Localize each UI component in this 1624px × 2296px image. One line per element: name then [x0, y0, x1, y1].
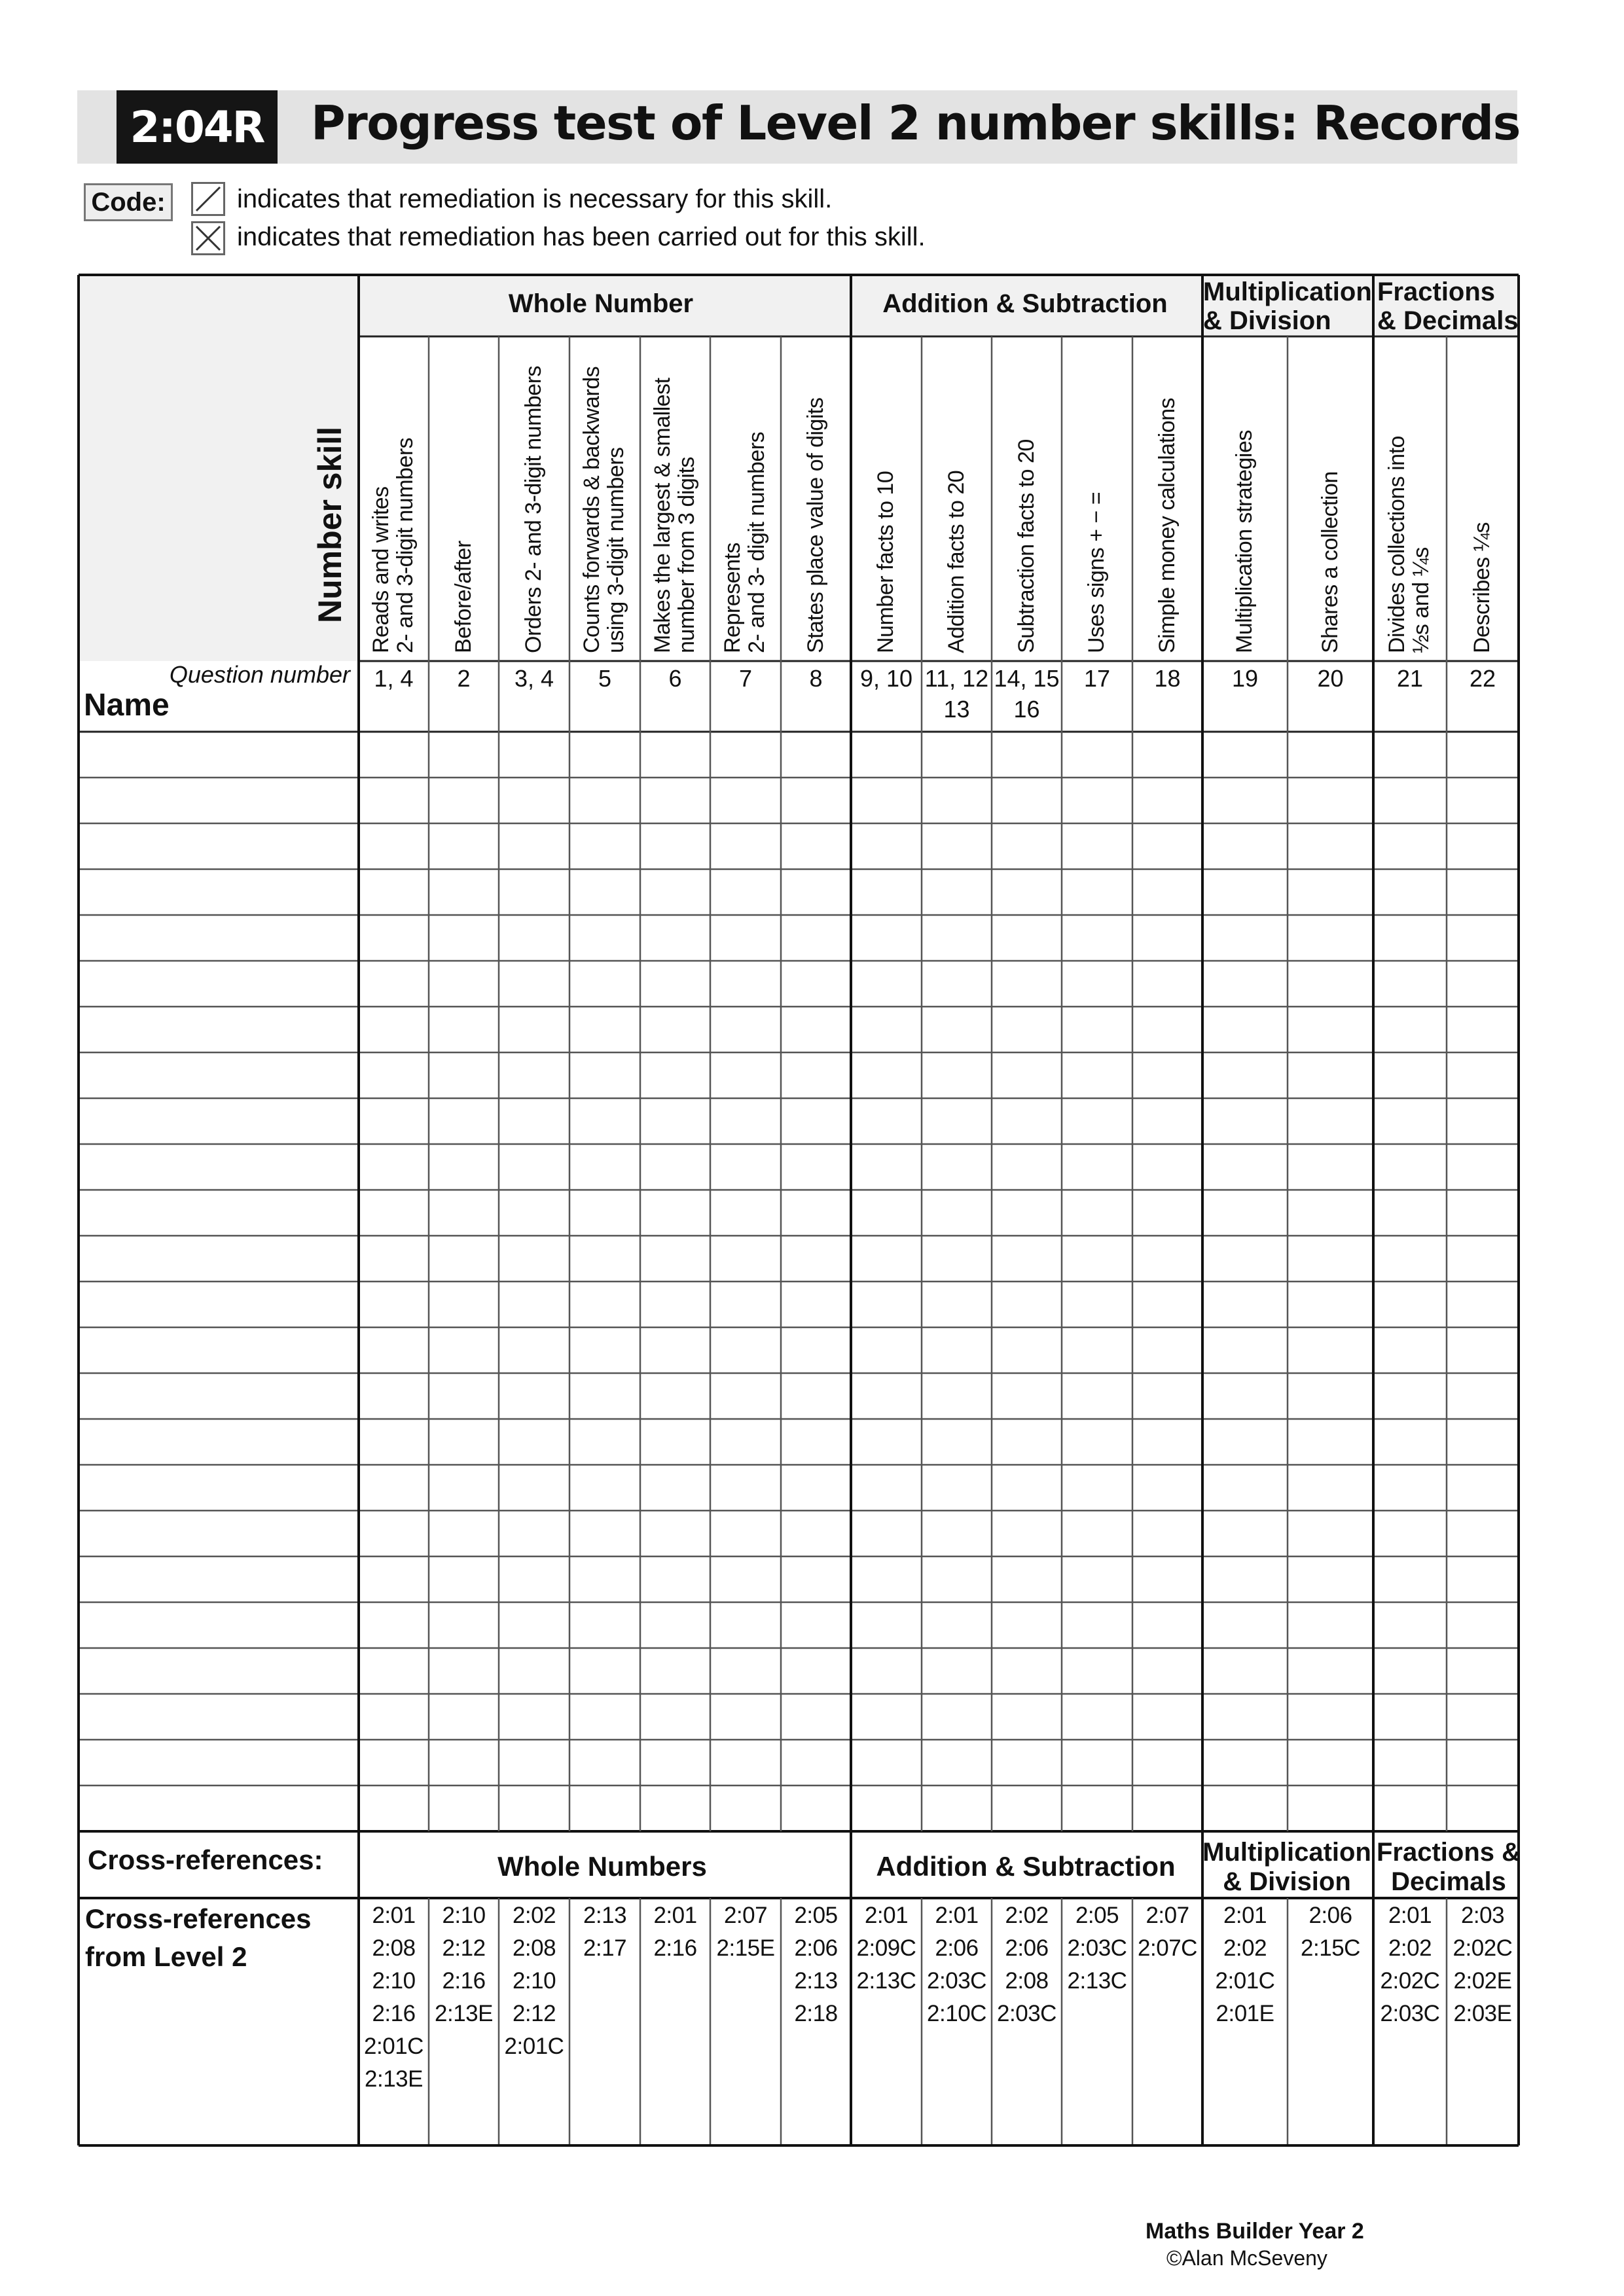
- skill-header-line-1: Subtraction facts to 20: [1013, 439, 1039, 653]
- crossref-value: 2:13: [583, 1903, 627, 1928]
- skill-header-line-1: Shares a collection: [1317, 471, 1343, 653]
- name-column-label: Name: [84, 688, 170, 723]
- crossref-value: 2:16: [442, 1968, 486, 1994]
- skill-header-line-1: Number facts to 10: [873, 471, 898, 653]
- crossref-value: 2:03C: [997, 2001, 1056, 2026]
- crossref-value: 2:02: [1223, 1935, 1267, 1961]
- footer-book-title: Maths Builder Year 2: [1146, 2219, 1364, 2244]
- skill-header-15: [1385, 436, 1434, 653]
- crossref-cell: [1202, 1899, 1288, 2030]
- group-addsub: Addition & Subtraction: [882, 289, 1168, 318]
- crossref-value: 2:03C: [1067, 1935, 1127, 1961]
- crossref-value: 2:06: [1308, 1903, 1352, 1928]
- crossref-value: 2:10: [442, 1903, 486, 1928]
- cross-box-icon: [191, 221, 225, 255]
- crossref-value: 2:15C: [1301, 1935, 1360, 1961]
- skill-header-6: [721, 432, 770, 653]
- crossref-value: 2:05: [794, 1903, 838, 1928]
- skill-header-line-1: Describes ¼s: [1470, 522, 1494, 653]
- crossref-value: 2:01: [653, 1903, 697, 1928]
- crossref-value: 2:02: [512, 1903, 556, 1928]
- question-number: [359, 664, 429, 694]
- crossref-value: 2:09C: [856, 1935, 916, 1961]
- crossref-value: 2:01C: [364, 2034, 424, 2059]
- crossref-value: 2:18: [794, 2001, 838, 2026]
- question-number-line-1: 11, 12: [924, 665, 989, 692]
- crossref-value: 2:16: [653, 1935, 697, 1961]
- crossref-value: 2:02: [1388, 1935, 1432, 1961]
- crossref-value: 2:16: [372, 2001, 416, 2026]
- skill-header-line-1: Reads and writes: [368, 486, 393, 653]
- crossref-group-whole-numbers: Whole Numbers: [497, 1851, 707, 1882]
- question-number-line-1: 14, 15: [994, 665, 1060, 692]
- crossref-value: 2:07: [723, 1903, 768, 1928]
- crossref-value: 2:03: [1460, 1903, 1505, 1928]
- question-number: [569, 664, 640, 694]
- crossref-value: 2:10C: [927, 2001, 986, 2026]
- question-number-line-1: 9, 10: [859, 665, 913, 692]
- question-number: [640, 664, 710, 694]
- skill-header-12: [1155, 398, 1180, 653]
- crossref-value: 2:06: [1005, 1935, 1049, 1961]
- crossref-group-fracdec: Fractions & Decimals: [1376, 1838, 1521, 1896]
- crossref-cell: [1373, 1899, 1447, 2030]
- crossref-cell: [1288, 1899, 1373, 1965]
- crossref-value: 2:13: [794, 1968, 838, 1994]
- question-number-line-1: 20: [1317, 665, 1344, 692]
- crossref-value: 2:08: [372, 1935, 416, 1961]
- crossref-value: 2:01: [1223, 1903, 1267, 1928]
- question-number: [1447, 664, 1519, 694]
- question-number-line-1: 22: [1469, 665, 1496, 692]
- question-number-line-1: 7: [738, 665, 753, 692]
- skill-header-line-1: Orders 2- and 3-digit numbers: [521, 365, 546, 653]
- question-number-line-1: 21: [1396, 665, 1424, 692]
- crossref-value: 2:03C: [1380, 2001, 1440, 2026]
- question-number-line-2: 16: [1013, 695, 1040, 723]
- crossref-cell: [710, 1899, 781, 1965]
- crossref-label: Cross-references:: [88, 1844, 323, 1875]
- question-number: [1062, 664, 1132, 694]
- skill-header-line-1: Simple money calculations: [1154, 397, 1180, 653]
- skill-header-line-1: Represents: [720, 543, 745, 653]
- crossref-value: 2:12: [512, 2001, 556, 2026]
- crossref-value: 2:02C: [1380, 1968, 1440, 1994]
- crossref-value: 2:13E: [435, 2001, 493, 2026]
- crossref-value: 2:01: [935, 1903, 979, 1928]
- crossref-level2-label-1: Cross-references: [85, 1903, 312, 1934]
- skill-header-13: [1233, 430, 1257, 653]
- legend-cross-text: indicates that remediation has been carried out for this skill.: [237, 223, 926, 251]
- question-number: [781, 664, 851, 694]
- skill-header-7: [804, 398, 828, 653]
- skill-header-line-2: number from 3 digits: [674, 457, 699, 653]
- footer-copyright: ©Alan McSeveny: [1166, 2246, 1327, 2270]
- group-multdiv: Multiplication & Division: [1203, 278, 1372, 335]
- crossref-value: 2:10: [512, 1968, 556, 1994]
- crossref-value: 2:01C: [1215, 1968, 1275, 1994]
- skill-header-5: [651, 378, 700, 653]
- crossref-value: 2:12: [442, 1935, 486, 1961]
- crossref-value: 2:06: [935, 1935, 979, 1961]
- skill-header-14: [1318, 471, 1343, 653]
- group-whole-number: Whole Number: [508, 289, 694, 318]
- crossref-value: 2:03C: [927, 1968, 986, 1994]
- crossref-value: 2:13C: [856, 1968, 916, 1994]
- question-number: [851, 664, 922, 694]
- skill-header-line-2: 2- and 3-digit numbers: [392, 437, 418, 653]
- crossref-group-addsub: Addition & Subtraction: [876, 1851, 1176, 1882]
- crossref-value: 2:02: [1005, 1903, 1049, 1928]
- crossref-cell: [781, 1899, 851, 2030]
- crossref-value: 2:05: [1075, 1903, 1119, 1928]
- crossref-cell: [922, 1899, 992, 2030]
- skill-header-line-1: Addition facts to 20: [943, 470, 969, 653]
- page-title: Progress test of Level 2 number skills: Records: [311, 96, 1521, 151]
- question-number: [710, 664, 781, 694]
- question-number: [922, 664, 992, 725]
- question-number-line-1: 2: [457, 665, 471, 692]
- question-number: [992, 664, 1062, 725]
- crossref-level2-label-2: from Level 2: [85, 1941, 247, 1972]
- skill-header-line-1: Multiplication strategies: [1232, 430, 1257, 653]
- question-number-label: Question number: [169, 661, 350, 688]
- group-fracdec: Fractions & Decimals: [1377, 278, 1519, 335]
- question-number: [1373, 664, 1447, 694]
- crossref-cell: [499, 1899, 569, 2063]
- question-number-line-1: 17: [1083, 665, 1111, 692]
- question-number-line-1: 19: [1231, 665, 1259, 692]
- skill-header-line-1: Uses signs + − =: [1084, 492, 1109, 653]
- crossref-value: 2:10: [372, 1968, 416, 1994]
- crossref-value: 2:03E: [1453, 2001, 1512, 2026]
- crossref-value: 2:01: [372, 1903, 416, 1928]
- crossref-value: 2:01: [864, 1903, 909, 1928]
- skill-header-16: [1470, 522, 1494, 653]
- sheet-code: 2:04R: [117, 90, 278, 164]
- skill-header-line-2: ½s and ¼s: [1409, 547, 1434, 653]
- question-number-line-1: 6: [668, 665, 682, 692]
- crossref-group-multdiv: Multiplication & Division: [1202, 1838, 1371, 1896]
- crossref-cell: [640, 1899, 710, 1965]
- question-number-line-2: 13: [943, 695, 970, 723]
- crossref-cell: [1447, 1899, 1519, 2030]
- crossref-value: 2:08: [1005, 1968, 1049, 1994]
- skill-header-11: [1085, 492, 1109, 653]
- skill-header-line-1: Makes the largest & smallest: [649, 378, 675, 653]
- question-number: [1202, 664, 1288, 694]
- question-number-line-1: 3, 4: [514, 665, 554, 692]
- crossref-cell: [1062, 1899, 1132, 1998]
- crossref-value: 2:07: [1146, 1903, 1189, 1928]
- skill-header-4: [580, 367, 629, 653]
- question-number-line-1: 8: [809, 665, 823, 692]
- skill-header-3: [522, 366, 546, 653]
- skill-header-9: [945, 471, 969, 653]
- code-label: Code:: [84, 183, 173, 221]
- crossref-cell: [569, 1899, 640, 1965]
- crossref-cell: [851, 1899, 922, 1998]
- skill-header-1: [369, 438, 418, 653]
- skill-header-line-1: Before/after: [450, 541, 476, 653]
- skill-header-line-1: Counts forwards & backwards: [579, 366, 604, 653]
- crossref-cell: [992, 1899, 1062, 2030]
- crossref-cell: [359, 1899, 429, 2096]
- crossref-value: 2:01C: [504, 2034, 564, 2059]
- skill-header-line-1: Divides collections into: [1384, 436, 1409, 653]
- question-number-line-1: 1, 4: [374, 665, 414, 692]
- skill-header-line-1: States place value of digits: [803, 397, 828, 653]
- question-number: [429, 664, 499, 694]
- skill-header-line-2: using 3-digit numbers: [604, 447, 629, 653]
- number-skill-label: Number skill: [312, 426, 348, 623]
- crossref-cell: [1132, 1899, 1202, 1965]
- crossref-value: 2:01: [1388, 1903, 1432, 1928]
- crossref-value: 2:06: [794, 1935, 838, 1961]
- crossref-value: 2:01E: [1216, 2001, 1274, 2026]
- skill-header-line-2: 2- and 3- digit numbers: [744, 431, 770, 653]
- crossref-value: 2:02E: [1453, 1968, 1512, 1994]
- crossref-cell: [429, 1899, 499, 2030]
- crossref-value: 2:07C: [1138, 1935, 1197, 1961]
- crossref-value: 2:15E: [716, 1935, 775, 1961]
- crossref-value: 2:13E: [365, 2066, 423, 2092]
- question-number: [1288, 664, 1373, 694]
- crossref-value: 2:08: [512, 1935, 556, 1961]
- question-number-line-1: 5: [598, 665, 612, 692]
- skill-header-10: [1015, 439, 1039, 653]
- legend-slash-text: indicates that remediation is necessary for this skill.: [237, 185, 833, 213]
- skill-header-8: [874, 471, 898, 653]
- question-number-line-1: 18: [1154, 665, 1181, 692]
- crossref-value: 2:13C: [1067, 1968, 1127, 1994]
- skill-header-2: [452, 541, 476, 653]
- question-number: [1132, 664, 1202, 694]
- crossref-value: 2:17: [583, 1935, 627, 1961]
- slash-box-icon: [191, 182, 225, 216]
- question-number: [499, 664, 569, 694]
- crossref-value: 2:02C: [1453, 1935, 1513, 1961]
